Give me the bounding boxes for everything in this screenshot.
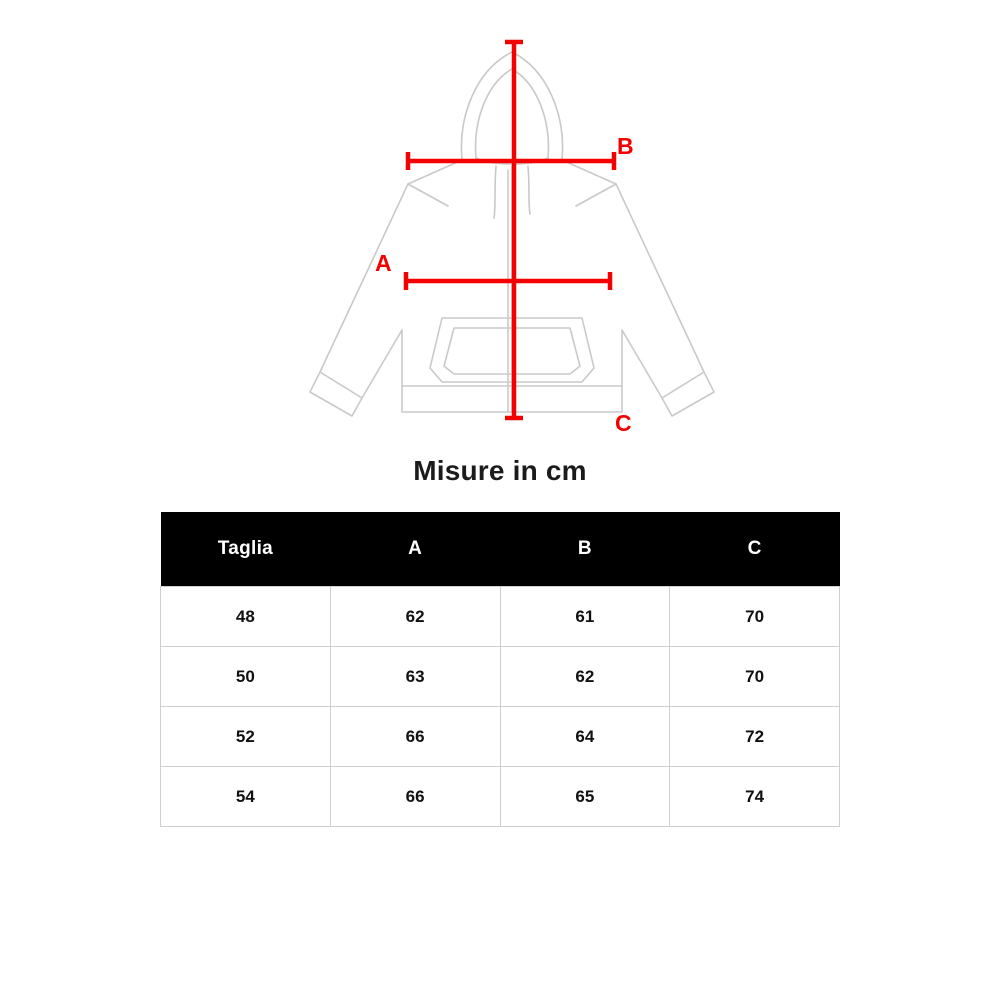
measure-label-c: C (615, 410, 633, 436)
cell-size: 54 (161, 767, 331, 827)
cell-size: 50 (161, 647, 331, 707)
cell-b: 64 (500, 707, 670, 767)
garment-illustration (280, 20, 720, 450)
table-row (161, 707, 840, 767)
cell-b: 65 (500, 767, 670, 827)
cell-size: 52 (161, 707, 331, 767)
cell-a: 66 (330, 707, 500, 767)
cell-b: 62 (500, 647, 670, 707)
cell-a: 66 (330, 767, 500, 827)
size-table-container (160, 512, 840, 827)
cell-c: 74 (670, 767, 840, 827)
cell-c: 70 (670, 587, 840, 647)
table-row (161, 767, 840, 827)
table-row (161, 587, 840, 647)
column-header-c: C (670, 512, 840, 587)
cell-b: 61 (500, 587, 670, 647)
table-row (161, 647, 840, 707)
cell-a: 63 (330, 647, 500, 707)
table-header-row (161, 512, 840, 587)
column-header-b: B (500, 512, 670, 587)
column-header-size: Taglia (161, 512, 331, 587)
size-table (160, 512, 840, 827)
cell-a: 62 (330, 587, 500, 647)
measure-label-b: B (617, 133, 635, 159)
cell-c: 70 (670, 647, 840, 707)
cell-c: 72 (670, 707, 840, 767)
measurement-unit-caption: Misure in cm (413, 455, 587, 486)
column-header-a: A (330, 512, 500, 587)
cell-size: 48 (161, 587, 331, 647)
measure-label-a: A (375, 250, 393, 276)
